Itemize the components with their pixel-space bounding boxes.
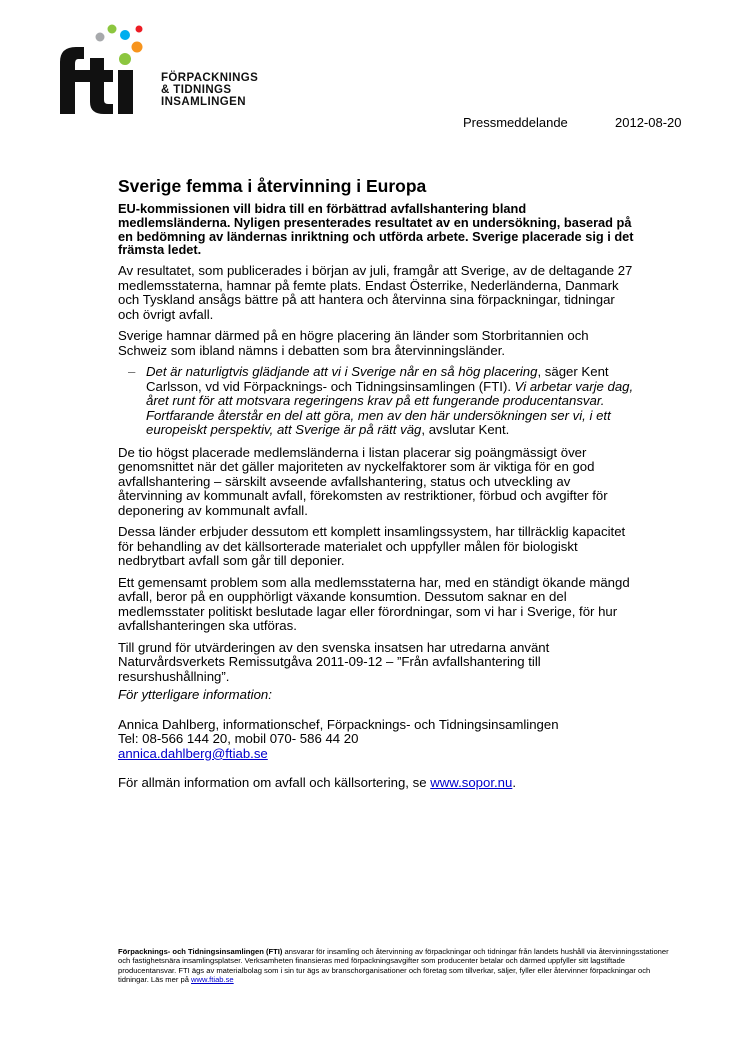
article-body [118, 176, 638, 798]
fti-logo-mark [46, 22, 161, 132]
document-date: 2012-08-20 [615, 115, 682, 130]
footer-text: ansvarar för insamling och återvinning av förpackningar och tidningar från landets hushåll via återvinningsstationer och fastighetsnära insamlingsplatser. Verksamheten finansieras med förpackningsavgifter som producenter betalar och därmed uppfyller sitt lagstiftade producentansvar. FTI ägs av materialbolag som i sin tur ägs av branschorganisationer och företag som tillverkar, säljer, fyller eller återvinner förpackningar och tidningar. Läs mer på [118, 947, 669, 985]
more-info-text: För ytterligare information: [118, 687, 272, 703]
quote-text-1: , säger Kent Carlsson, vd vid Förpacknings- och Tidningsinsamlingen (FTI). [146, 364, 609, 394]
article-lead: EU-kommissionen vill bidra till en förbättrad avfallshantering bland medlemsländerna. Nyligen presenterades resultatet av en undersökning, baserad på en bedömning av ländernas inriktning och utförda arbete. Sverige placerade sig i det främsta ledet. [118, 201, 634, 258]
quote-dash: – [128, 364, 136, 380]
logo-line-3: INSAMLINGEN [161, 96, 246, 108]
article-title: Sverige femma i återvinning i Europa [118, 176, 427, 196]
logo-dot-blue [120, 30, 130, 40]
paragraph-3: De tio högst placerade medlemsländerna i listan placerar sig poängmässigt över genomsnittet när det gäller majoriteten av nyckelfaktorer som är viktiga för en god avfallshantering – särskilt avseende avfallshantering, status och utveckling av återvinning av kommunalt avfall, förekomsten av restriktioner, förbud och avgifter för deponering av kommunalt avfall. [118, 444, 608, 518]
general-info [118, 776, 638, 791]
contact-name: Annica Dahlberg, informationschef, Förpacknings- och Tidningsinsamlingen [118, 716, 559, 732]
paragraph-5: Ett gemensamt problem som alla medlemsstaterna har, med en ständigt ökande mängd avfall, beror på en oupphörligt växande konsumtion. Dessutom saknar en del medlemsstater politiskt beslutade lagar eller förordningar, som vi har i Sverige, för hur avfallshanteringen ska utföras. [118, 574, 630, 634]
more-info-heading [118, 688, 638, 703]
footer-note [118, 947, 678, 985]
general-info-end: . [512, 775, 517, 791]
contact-email-link[interactable]: annica.dahlberg@ftiab.se [118, 745, 268, 761]
logo-line-1: FÖRPACKNINGS [161, 72, 259, 84]
logo-dot-grey [96, 33, 105, 42]
contact-phone: Tel: 08-566 144 20, mobil 070- 586 44 20 [118, 731, 359, 747]
sopor-link[interactable]: www.sopor.nu [430, 775, 513, 791]
general-info-text: För allmän information om avfall och källsortering, se [118, 775, 431, 791]
logo-dot-green-small [108, 25, 117, 34]
document-type: Pressmeddelande [463, 115, 568, 130]
quote-italic-2: Vi arbetar varje dag, året runt för att motsvara regeringens krav på ett fungerande producentansvar. Fortfarande återstår en del att göra, men av den här undersökningen ser vi, i ett europeiskt perspektiv, att Sverige är på rätt väg [146, 378, 634, 438]
logo-wordmark [161, 72, 258, 108]
contact-block [118, 718, 638, 762]
footer-org-name: Förpacknings- och Tidningsinsamlingen (FTI) [118, 947, 283, 956]
fti-logo [46, 22, 286, 132]
quote-italic-1: Det är naturligtvis glädjande att vi i Sverige når en så hög placering [146, 364, 538, 380]
quote-text-2: , avslutar Kent. [421, 422, 510, 438]
paragraph-2: Sverige hamnar därmed på en högre placering än länder som Storbritannien och Schweiz som ibland nämns i debatten som bra återvinningsländer. [118, 328, 589, 358]
logo-dot-red [136, 26, 143, 33]
paragraph-4: Dessa länder erbjuder dessutom ett komplett insamlingssystem, har tillräcklig kapacitet för behandling av det källsorterade materialet och uppfyller målen för biologiskt nedbrytbart avfall som går till deponier. [118, 524, 626, 569]
logo-line-2: & TIDNINGS [161, 84, 232, 96]
ftiab-link[interactable]: www.ftiab.se [191, 975, 234, 985]
paragraph-1: Av resultatet, som publicerades i början av juli, framgår att Sverige, av de deltagande 27 medlemsstaterna, hamnar på femte plats. Endast Österrike, Nederländerna, Danmark och Tyskland ansågs bättre på att hantera och återvinna sina förpackningar, tidningar och övrigt avfall. [118, 263, 633, 322]
logo-dot-green [119, 53, 131, 65]
quote-block [118, 365, 638, 438]
logo-dot-orange [132, 42, 143, 53]
paragraph-6: Till grund för utvärderingen av den svenska insatsen har utredarna använt Naturvårdsverkets Remissutgåva 2011-09-12 – ”Från avfallshantering till resurshushållning”. [118, 639, 550, 684]
